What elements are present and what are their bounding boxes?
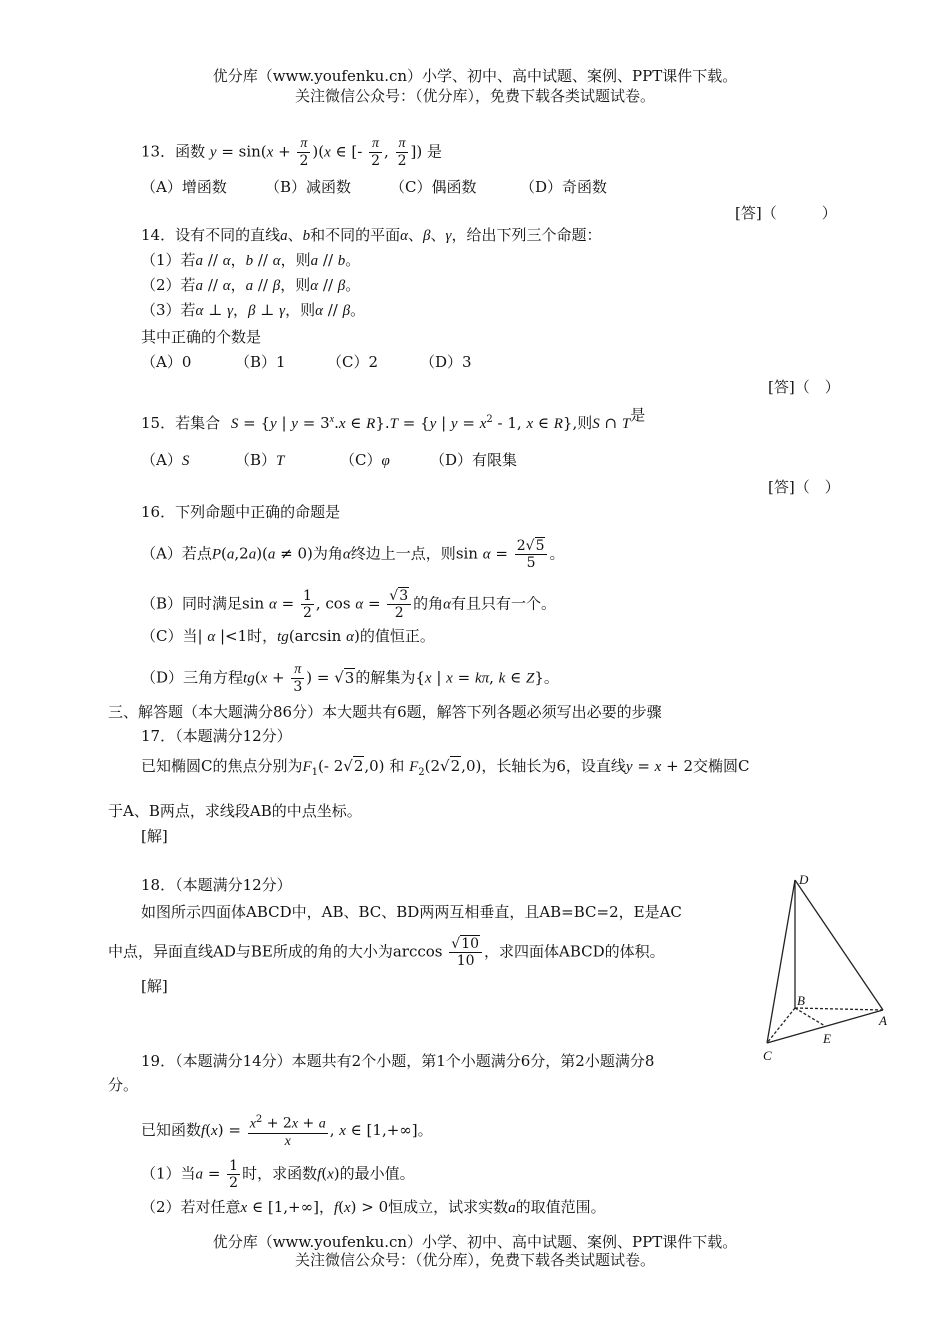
edge-ba	[795, 1008, 883, 1010]
q19-part-2: （2）若对任意x ∈ [1,+∞]，f(x) > 0恒成立，试求实数a的取值范围。	[141, 1198, 606, 1216]
edge-dc	[767, 880, 795, 1043]
q14-option-d: （D）3	[420, 353, 472, 371]
tetrahedron-figure	[755, 868, 905, 1068]
q14-proposition-1: （1）若a // α，b // α，则a // b。	[141, 251, 361, 269]
q13-option-a: （A）增函数	[141, 178, 227, 196]
label-b: B	[797, 993, 805, 1008]
q13-stem: 13．函数 y = sin(x + $\frac{\pi}{2}$ )(x ∈ [- $\frac{\pi}{2}$ , $\frac{\pi}{2}$ ]) 是	[141, 136, 442, 169]
q14-option-c: （C）2	[327, 353, 379, 371]
q17-solution-label: [解]	[141, 827, 168, 845]
q15-stem: 15．若集合 S = {y | $y = 3^x.x$ ∈ R}.T = {y | $y = x^2 - 1$, x ∈ R},则S ∩ T是	[141, 406, 646, 432]
q19-title: 19．（本题满分14分）本题共有2个小题，第1个小题满分6分，第2小题满分8	[141, 1052, 655, 1070]
q18-line-2: 中点，异面直线AD与BE所成的角的大小为arccos $\frac{√10}{10}$ ，求四面体ABCD的体积。	[108, 936, 665, 969]
label-e: E	[823, 1031, 831, 1046]
edge-da	[795, 880, 883, 1010]
q15-option-d: （D）有限集	[430, 451, 518, 469]
q14-proposition-3: （3）若α ⊥ γ，β ⊥ γ，则α // β。	[141, 301, 366, 319]
q13-option-b: （B）减函数	[265, 178, 352, 196]
q19-part-1: （1）当a = $\frac{1}{2}$ 时，求函数f(x)的最小值。	[141, 1158, 415, 1191]
q17-line-1: 已知椭圆C的焦点分别为$F_1(-$ 2√2,0) 和 $F_2(2√2,0)$，长轴长为6，设直线y = x + 2交椭圆C	[141, 757, 750, 778]
q14-answer: [答]（ ）	[768, 378, 840, 396]
q15-answer: [答]（ ）	[768, 478, 840, 496]
segment-be	[795, 1008, 825, 1026]
q16-option-b: （B）同时满足sin α = $\frac{1}{2}$ , cos α = $\frac{√3}{2}$ 的角α有且只有一个。	[141, 588, 557, 621]
label-c: C	[763, 1048, 772, 1063]
q15-option-c: （C）φ	[340, 451, 390, 469]
footer-line-1: 优分库（www.youfenku.cn）小学、初中、高中试题、案例、PPT课件下载。	[212, 1233, 738, 1251]
q16-option-d: （D）三角方程tg(x + $\frac{\pi}{3}$ ) = √3的解集为{x | x = kπ, k ∈ Z}。	[141, 662, 559, 695]
q14-stem: 14．设有不同的直线a、b和不同的平面α、β、γ，给出下列三个命题：	[141, 226, 602, 244]
header-line-2: 关注微信公众号：（优分库），免费下载各类试题试卷。	[294, 87, 655, 105]
footer-line-2: 关注微信公众号：（优分库），免费下载各类试题试卷。	[294, 1251, 655, 1269]
q18-line-1: 如图所示四面体ABCD中，AB、BC、BD两两互相垂直，且AB=BC=2，E是AC	[141, 903, 682, 921]
q14-option-a: （A）0	[141, 353, 192, 371]
q13-answer: [答]（ ）	[735, 204, 837, 222]
q16-option-c: （C）当| α |<1时，tg(arcsin α)的值恒正。	[141, 627, 435, 645]
q14-option-b: （B）1	[235, 353, 286, 371]
q14-proposition-2: （2）若a // α，a // β，则α // β。	[141, 276, 361, 294]
q18-title: 18．（本题满分12分）	[141, 876, 292, 894]
edge-bc	[767, 1008, 795, 1043]
q14-question: 其中正确的个数是	[141, 328, 262, 346]
q15-option-a: （A）S	[141, 451, 190, 469]
q17-line-2: 于A、B两点，求线段AB的中点坐标。	[108, 802, 362, 820]
section-3-heading: 三、解答题（本大题满分86分）本大题共有6题，解答下列各题必须写出必要的步骤	[108, 703, 662, 721]
q13-option-d: （D）奇函数	[520, 178, 608, 196]
q15-option-b: （B）T	[235, 451, 285, 469]
q17-title: 17．（本题满分12分）	[141, 727, 292, 745]
label-d: D	[799, 872, 809, 887]
q18-solution-label: [解]	[141, 977, 168, 995]
q16-option-a: （A）若点P(a,2a)(a ≠ 0)为角α终边上一点，则sin α = $\frac{2√5}{5}$ 。	[141, 538, 565, 571]
q13-option-c: （C）偶函数	[390, 178, 477, 196]
header-line-1: 优分库（www.youfenku.cn）小学、初中、高中试题、案例、PPT课件下载。	[212, 67, 738, 85]
label-a: A	[879, 1013, 887, 1028]
q19-title-cont: 分。	[108, 1076, 139, 1094]
q19-function: 已知函数f(x) = $\frac{x^2 + 2x + a}{x}$ , x ∈ [1,+∞]。	[141, 1114, 433, 1149]
q16-stem: 16．下列命题中正确的命题是	[141, 503, 341, 521]
